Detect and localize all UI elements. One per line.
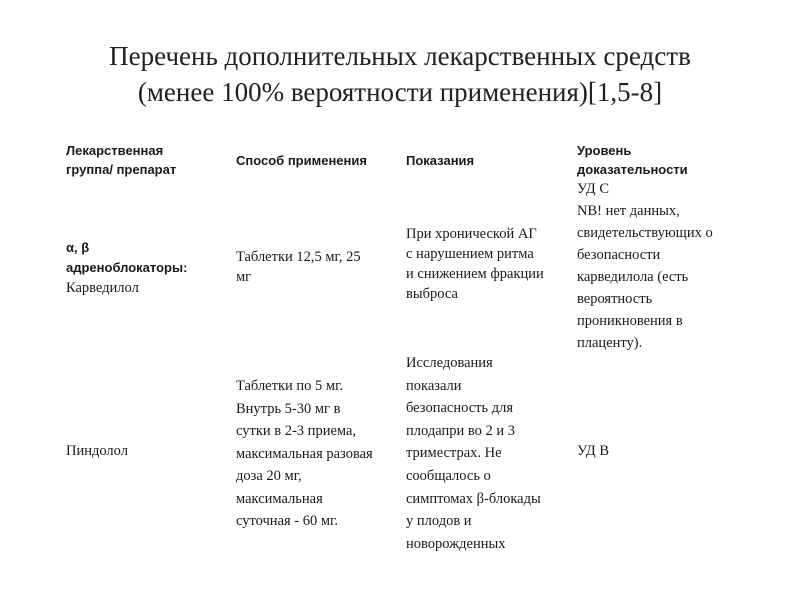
pindolol-evidence — [577, 441, 609, 461]
text-line: выброса — [406, 286, 458, 302]
text-line: плаценту). — [577, 335, 643, 351]
text-line: максимальная разовая — [236, 445, 373, 462]
text-line: сутки в 2-3 приема, — [236, 423, 357, 439]
text-line: УД С — [577, 181, 609, 197]
text-line: Таблетки 12,5 мг, 25 — [236, 249, 361, 265]
drug-name-carvedilol: Карведилол — [66, 280, 139, 296]
header-drug-group-line-2: группа/ препарат — [66, 162, 177, 177]
header-evidence-line-2: доказательности — [577, 162, 688, 177]
drug-name-pindolol: Пиндолол — [66, 443, 128, 459]
text-line: триместрах. Не — [406, 445, 502, 462]
text-line: NB! нет данных, — [577, 203, 680, 219]
text-line: Таблетки по 5 мг. — [236, 378, 344, 394]
text-line: сообщалось о — [406, 467, 491, 484]
header-administration-text: Способ применения — [236, 153, 367, 168]
text-line: свидетельствующих о — [577, 225, 713, 241]
header-drug-group — [66, 141, 176, 179]
text-line: с нарушением ритма — [406, 246, 534, 262]
text-line: суточная - 60 мг. — [236, 513, 338, 529]
text-line: мг — [236, 269, 252, 285]
text-line: Исследования — [406, 355, 493, 371]
title-line-2: (менее 100% вероятности применения)[1,5-8] — [137, 77, 663, 107]
header-indications — [406, 151, 474, 170]
carvedilol-indications — [406, 224, 544, 304]
page-title — [0, 38, 800, 110]
text-line: новорожденных — [406, 535, 506, 552]
pindolol-method — [236, 375, 373, 533]
header-evidence-level — [577, 141, 688, 179]
text-line: показали — [406, 377, 462, 394]
text-line: симптомах β-блокады — [406, 490, 541, 507]
text-line: максимальная — [236, 490, 323, 507]
text-line: Внутрь 5-30 мг в — [236, 400, 341, 417]
text-line: карведилола (есть — [577, 269, 689, 285]
header-drug-group-line-1: Лекарственная — [66, 143, 164, 158]
header-administration — [236, 151, 367, 170]
title-line-1: Перечень дополнительных лекарственных средств — [109, 41, 691, 71]
text-line: у плодов и — [406, 513, 472, 530]
header-evidence-line-1: Уровень — [577, 143, 632, 158]
text-line: плодапри во 2 и 3 — [406, 422, 515, 439]
table-row-carvedilol-group — [66, 238, 187, 298]
group-line-2: адреноблокаторы: — [66, 260, 188, 275]
text-line: безопасности — [577, 247, 661, 263]
text-line: УД В — [577, 443, 609, 459]
text-line: проникновения в — [577, 313, 683, 329]
group-line-1: α, β — [66, 240, 90, 255]
header-indications-text: Показания — [406, 153, 475, 168]
text-line: доза 20 мг, — [236, 468, 302, 484]
carvedilol-evidence — [577, 178, 713, 354]
pindolol-indications — [406, 352, 541, 555]
carvedilol-method — [236, 247, 361, 287]
text-line: безопасность для — [406, 400, 513, 417]
table-row-pindolol-group — [66, 441, 128, 461]
text-line: При хронической АГ — [406, 226, 537, 242]
text-line: и снижением фракции — [406, 266, 544, 282]
text-line: вероятность — [577, 291, 653, 307]
